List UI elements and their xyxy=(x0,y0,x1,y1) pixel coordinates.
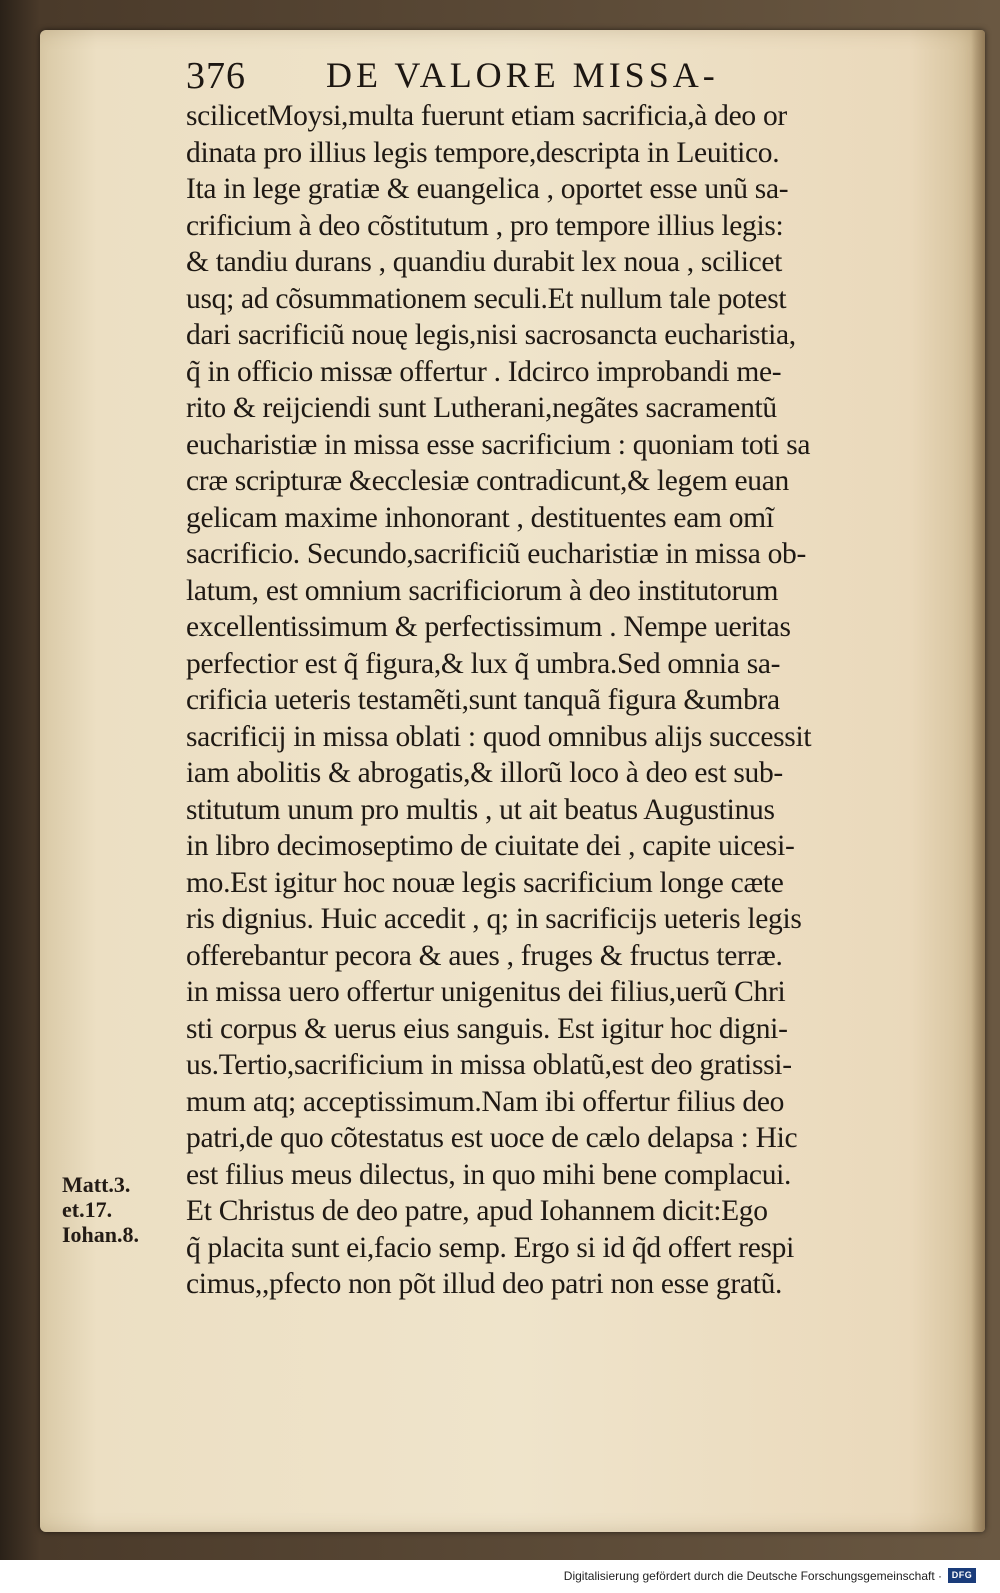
text-line: eucharistiæ in missa esse sacrificium : quoniam toti sa xyxy=(186,428,811,461)
text-line: in libro decimoseptimo de ciuitate dei , capite uicesi- xyxy=(186,830,795,862)
text-line: dinata pro illius legis tempore,descripta in Leuitico. xyxy=(186,136,780,169)
text-line: mo.Est igitur hoc nouæ legis sacrificium longe cæte xyxy=(186,866,784,899)
text-line: dari sacrificiũ nouę legis,nisi sacrosancta eucharistia, xyxy=(186,319,796,351)
funding-credit: Digitalisierung gefördert durch die Deutsche Forschungsgemeinschaft · xyxy=(563,1569,942,1583)
text-line: usq; ad cõsummationem seculi.Et nullum tale potest xyxy=(186,282,787,315)
text-line: cimus,,pfecto non põt illud deo patri non esse gratũ. xyxy=(186,1268,783,1300)
text-line: patri,de quo cõtestatus est uoce de cælo delapsa : Hic xyxy=(186,1122,798,1154)
text-line: us.Tertio,sacrificium in missa oblatũ,est deo gratissi- xyxy=(186,1049,792,1081)
text-line: Ita in lege gratiæ & euangelica , oportet esse unũ sa- xyxy=(186,173,789,205)
running-title: DE VALORE MISSA- xyxy=(326,55,719,95)
text-line: stitutum unum pro multis , ut ait beatus Augustinus xyxy=(186,793,775,826)
footer-bar xyxy=(0,1562,1000,1593)
text-line: cræ scripturæ &ecclesiæ contradicunt,& legem euan xyxy=(186,465,789,497)
running-head xyxy=(186,54,786,104)
text-line: crificium à deo cõstitutum , pro tempore illius legis: xyxy=(186,209,784,242)
text-line: & tandiu durans , quandiu durabit lex noua , scilicet xyxy=(186,246,783,278)
marginal-note-line: Iohan.8. xyxy=(62,1222,140,1247)
page-number: 376 xyxy=(186,55,246,97)
text-line: q̃ in officio missæ offertur . Idcirco improbandi me- xyxy=(186,355,782,388)
text-line: in missa uero offertur unigenitus dei filius,uerũ Chri xyxy=(186,976,786,1008)
text-line: sacrificij in missa oblati : quod omnibus alijs successit xyxy=(186,720,812,753)
text-line: latum, est omnium sacrificiorum à deo institutorum xyxy=(186,574,779,607)
dfg-logo: DFG xyxy=(948,1568,976,1583)
text-line: scilicetMoysi,multa fuerunt etiam sacrificia,à deo or xyxy=(186,100,787,132)
text-line: gelicam maxime inhonorant , destituentes eam omĩ xyxy=(186,501,774,534)
text-line: mum atq; acceptissimum.Nam ibi offertur filius deo xyxy=(186,1085,785,1118)
text-line: excellentissimum & perfectissimum . Nempe ueritas xyxy=(186,611,791,643)
text-line: ris dignius. Huic accedit , q; in sacrificijs ueteris legis xyxy=(186,903,802,935)
main-text-block xyxy=(186,98,931,1303)
text-line: rito & reijciendi sunt Lutherani,negãtes sacramentũ xyxy=(186,392,777,424)
marginal-note-line: Matt.3. xyxy=(62,1172,131,1197)
text-line: sti corpus & uerus eius sanguis. Est igitur hoc digni- xyxy=(186,1012,788,1045)
marginal-notes xyxy=(62,1172,182,1247)
text-line: offerebantur pecora & aues , fruges & fructus terræ. xyxy=(186,939,783,972)
text-line: perfectior est q̃ figura,& lux q̃ umbra.Sed omnia sa- xyxy=(186,647,781,680)
text-line: q̃ placita sunt ei,facio semp. Ergo si id q̃d offert respi xyxy=(186,1231,795,1264)
text-line: Et Christus de deo patre, apud Iohannem dicit:Ego xyxy=(186,1195,768,1227)
page-edge-shadow xyxy=(971,30,985,1532)
marginal-note-line: et.17. xyxy=(62,1197,113,1222)
text-line: crificia ueteris testamẽti,sunt tanquã figura &umbra xyxy=(186,684,780,716)
text-line: sacrificio. Secundo,sacrificiũ eucharistiæ in missa ob- xyxy=(186,538,807,570)
text-line: est filius meus dilectus, in quo mihi bene complacui. xyxy=(186,1158,792,1191)
text-line: iam abolitis & abrogatis,& illorũ loco à deo est sub- xyxy=(186,757,783,789)
